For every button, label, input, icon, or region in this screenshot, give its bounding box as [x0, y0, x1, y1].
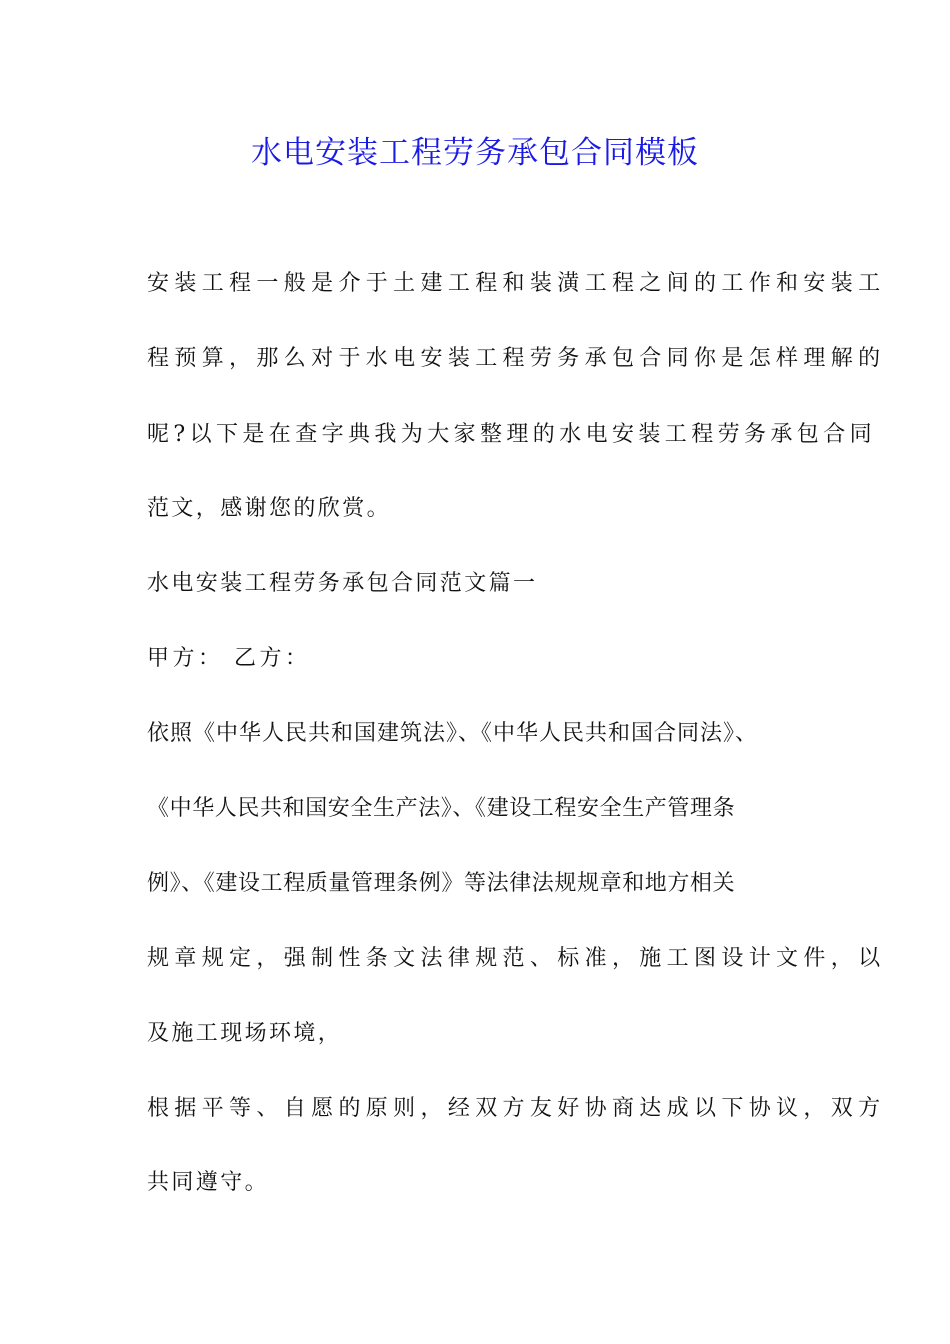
paragraph-line: 规章规定，强制性条文法律规范、标准，施工图设计文件，以 [147, 946, 886, 971]
paragraph-line: 安装工程一般是介于土建工程和装潢工程之间的工作和安装工 [147, 271, 886, 296]
paragraph-line: 范文，感谢您的欣赏。 [147, 496, 392, 521]
paragraph-line: 及施工现场环境， [147, 1021, 343, 1046]
party-line: 甲方： 乙方： [147, 646, 311, 671]
paragraph-line: 共同遵守。 [147, 1170, 270, 1195]
paragraph-line: 例》、《建设工程质量管理条例》等法律法规规章和地方相关 [147, 871, 736, 896]
document-title: 水电安装工程劳务承包合同模板 [251, 135, 699, 171]
paragraph-line: 依照《中华人民共和国建筑法》、《中华人民共和国合同法》、 [147, 721, 759, 746]
paragraph-line: 程预算，那么对于水电安装工程劳务承包合同你是怎样理解的 [147, 346, 886, 371]
section-heading: 水电安装工程劳务承包合同范文篇一 [147, 571, 538, 596]
paragraph-line: 呢?以下是在查字典我为大家整理的水电安装工程劳务承包合同 [147, 422, 876, 447]
paragraph-line: 《中华人民共和国安全生产法》、《建设工程安全生产管理条 [147, 796, 736, 821]
paragraph-line: 根据平等、自愿的原则，经双方友好协商达成以下协议，双方 [147, 1096, 886, 1121]
